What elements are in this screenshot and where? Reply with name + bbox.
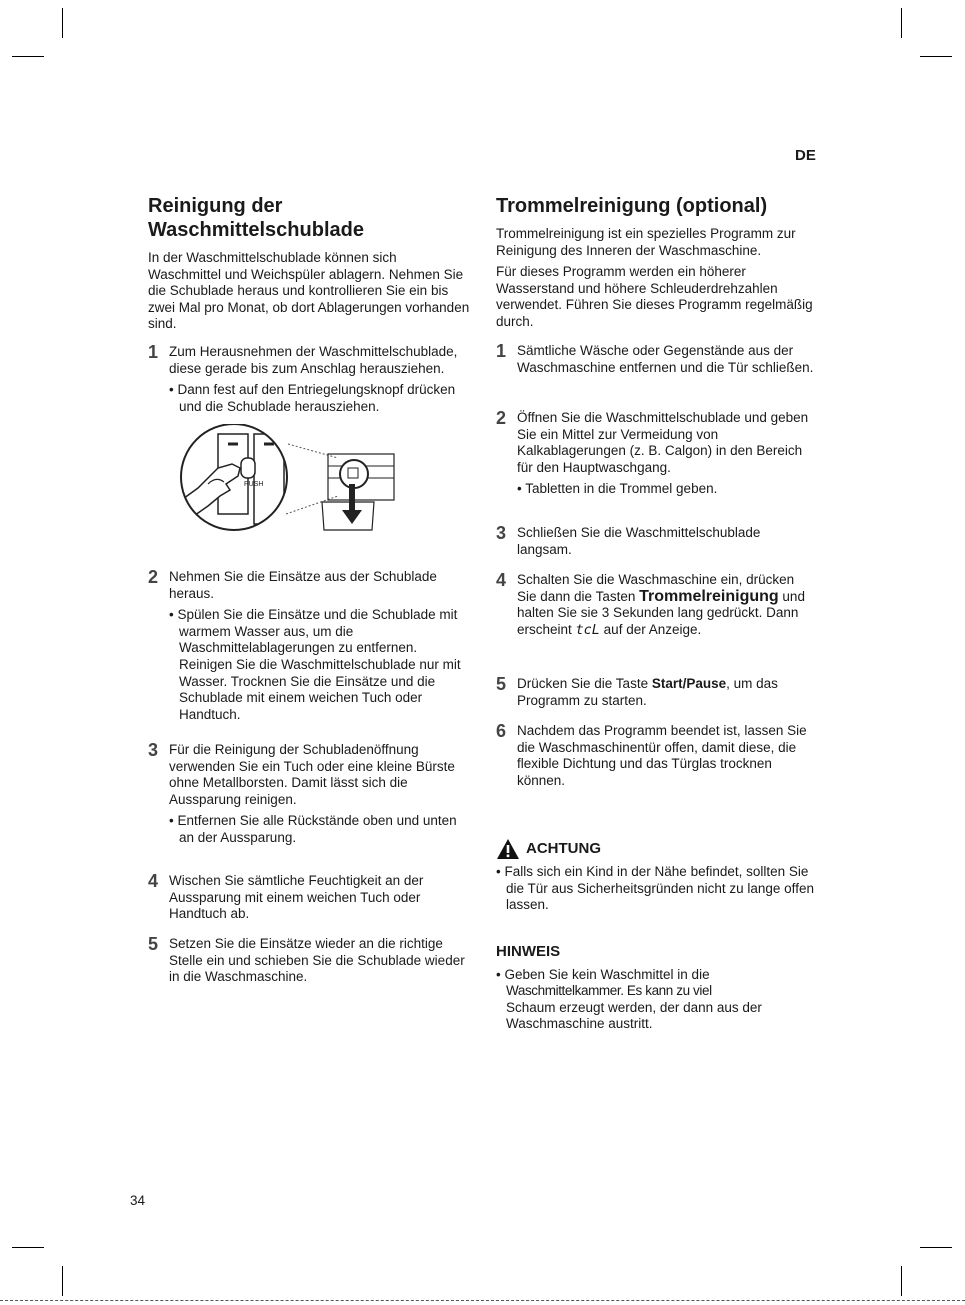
right-step-2 [496,410,814,498]
intro-paragraph: Für dieses Programm werden ein höherer Wasserstand und höhere Schleuderdrehzahlen verwendet. Führen Sie dieses Programm regelmäßig durch. [496,264,813,329]
step-text: Setzen Sie die Einsätze wieder an die richtige Stelle ein und schieben Sie die Schublade wieder in die Waschmaschine. [169,936,465,985]
note-line: Waschmittelkammer. Es kann zu viel [506,983,712,999]
left-step-2 [148,569,470,723]
step-bullet: • Dann fest auf den Entriegelungsknopf drücken und die Schublade herausziehen. [169,382,456,414]
right-column [496,194,814,331]
crop-mark [920,56,952,57]
title-line: Reinigung der [148,195,283,217]
step-text: Schließen Sie die Waschmittelschublade langsam. [517,525,761,557]
step-text: Für die Reinigung der Schubladenöffnung verwenden Sie ein Tuch oder eine kleine Bürste ohne Metallborsten. Damit lässt sich die Aussparung reinigen. [169,742,455,807]
step-text: Nachdem das Programm beendet ist, lassen Sie die Waschmaschinentür offen, damit diese, die flexible Dichtung und das Türglas trocknen können. [517,723,807,788]
crop-mark [901,8,902,38]
crop-mark [62,1266,63,1296]
page-number: 34 [130,1193,146,1208]
push-label: PUSH [244,481,264,488]
display-code: tcL [575,621,600,638]
crop-mark [920,1247,952,1248]
right-step-1 [496,343,814,376]
crop-mark [12,56,44,57]
crop-mark [901,1266,902,1296]
intro-paragraph: In der Waschmittelschublade können sich Waschmittel und Weichspüler ablagern. Nehmen Sie die Schublade heraus und kontrollieren Sie ein bis zwei Mal pro Monat, ob dort Ablagerungen vorhanden sind. [148,250,470,332]
note-box [496,944,814,1033]
step-number: 2 [496,408,507,428]
step-text: Sämtliche Wäsche oder Gegenstände aus der Waschmaschine entfernen und die Tür schließen. [517,343,814,375]
step-bullet: • Entfernen Sie alle Rückstände oben und unten an der Aussparung. [169,813,457,845]
left-step-4 [148,873,470,923]
section-title-left [148,194,470,242]
text-run: und halten Sie sie 3 Sekunden lang gedrückt. Dann erscheint [517,588,805,637]
button-name: Trommelreinigung [639,587,779,605]
step-text [517,676,814,709]
step-number: 4 [496,570,507,590]
left-step-3 [148,742,470,847]
step-text: Zum Herausnehmen der Waschmittelschublade, diese gerade bis zum Anschlag herausziehen. [169,344,458,376]
left-step-5 [148,936,470,986]
step-number: 4 [148,871,159,891]
left-step-1 [148,344,470,415]
step-text: Wischen Sie sämtliche Feuchtigkeit an der Aussparung mit einem weichen Tuch oder Handtuch ab. [169,873,424,922]
step-number: 1 [148,342,159,362]
right-step-5 [496,676,814,709]
left-column [148,194,470,333]
warning-title: ACHTUNG [526,839,601,857]
right-step-4 [496,572,814,638]
text-run: Schalten Sie die Waschmaschine ein, drücken Sie dann die Tasten [517,572,795,604]
right-step-3 [496,525,814,558]
step-text [517,572,814,638]
language-tag: DE [795,147,816,164]
button-name: Start/Pause [651,676,727,691]
step-text: Öffnen Sie die Waschmittelschublade und geben Sie ein Mittel zur Vermeidung von Kalkablagerungen (z. B. Calgon) in den Bereich für den Hauptwaschgang. [517,410,809,475]
text-run: auf der Anzeige. [599,621,702,637]
step-number: 5 [496,674,507,694]
right-step-6 [496,723,814,789]
zoom-circle [168,424,300,530]
step-bullet: • Tabletten in die Trommel geben. [517,481,718,497]
step-number: 3 [148,740,159,760]
step-number: 2 [148,567,159,587]
title-line: Waschmittelschublade [148,219,364,241]
bottom-dashed-line [0,1300,965,1301]
drawer-illustration [168,424,398,534]
note-title: HINWEIS [496,943,561,960]
crop-mark [62,8,63,38]
step-number: 1 [496,341,507,361]
warning-text: • Falls sich ein Kind in der Nähe befindet, sollten Sie die Tür aus Sicherheitsgründen nicht zu lange offen lassen. [496,864,814,913]
step-text: Nehmen Sie die Einsätze aus der Schublade heraus. [169,569,437,601]
text-run: , um das Programm zu starten. [517,676,778,708]
crop-mark [12,1247,44,1248]
step-bullet: • Spülen Sie die Einsätze und die Schublade mit warmem Wasser aus, um die Waschmittelablagerungen zu entfernen. Reinigen Sie die Waschmittelschublade nur mit Wasser. Trocknen Sie die Einsätze und die Schublade mit einem weichen Tuch oder Handtuch. [169,607,461,722]
intro-paragraph: Trommelreinigung ist ein spezielles Programm zur Reinigung des Inneren der Waschmaschine. [496,226,796,258]
step-number: 6 [496,721,507,741]
step-number: 5 [148,934,159,954]
warning-triangle-icon [496,838,520,860]
text-run: Drücken Sie die Taste [517,676,652,691]
warning-box [496,838,814,914]
section-title-right: Trommelreinigung (optional) [496,195,768,217]
step-number: 3 [496,523,507,543]
note-line: Schaum erzeugt werden, der dann aus der [506,999,762,1015]
note-line: Waschmaschine austritt. [506,1016,653,1032]
note-line: • Geben Sie kein Waschmittel in die [496,966,710,982]
